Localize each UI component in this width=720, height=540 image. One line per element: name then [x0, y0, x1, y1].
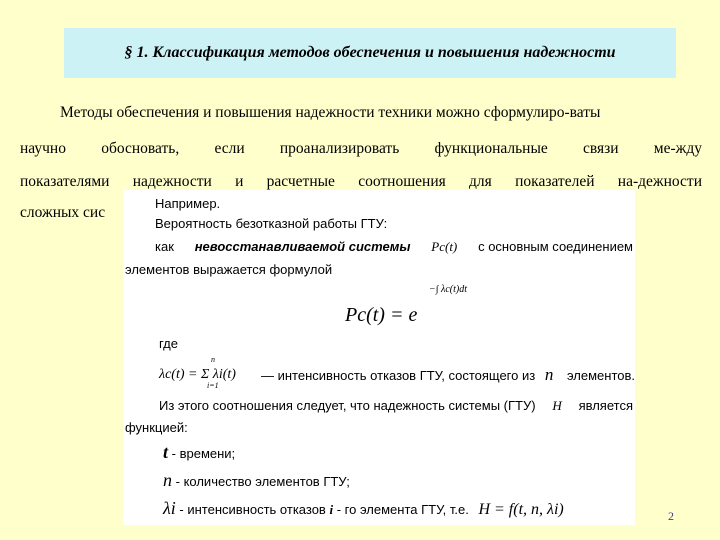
lambda-sum-formula: λс(t) = Σ λi(t) — [159, 367, 236, 382]
word: проанализировать — [279, 140, 400, 157]
t-variable: t — [163, 442, 169, 462]
probability-heading: Вероятность безотказной работы ГТУ: — [155, 216, 388, 231]
connection-text: с основным соединением — [478, 239, 633, 254]
page-number: 2 — [668, 509, 674, 523]
intensity-i-pre: - интенсивность отказов — [179, 502, 326, 517]
count-item — [163, 470, 350, 491]
word: расчетные — [266, 173, 335, 190]
follows-text: Из этого соотношения следует, что надежность системы (ГТУ) — [159, 398, 536, 413]
paragraph-line-4: сложных сис — [20, 204, 106, 221]
h-function-formula: H = f(t, n, λi) — [478, 501, 564, 518]
word: показателей — [515, 173, 595, 190]
word: функциональные — [434, 140, 548, 157]
lambda-sum-line — [159, 355, 236, 390]
word: если — [214, 140, 245, 157]
function-of-label: функцией: — [125, 420, 188, 435]
elements-word: элементов. — [566, 368, 636, 383]
word: обосновать, — [101, 140, 180, 157]
word: связи — [583, 140, 619, 157]
intensity-line — [261, 365, 635, 385]
formula-exponent: −∫ λс(t)dt — [429, 284, 467, 295]
sum-upper-limit: n — [211, 355, 215, 364]
word: для — [469, 173, 492, 190]
word: на-дежности — [617, 173, 702, 190]
formula-base: Pс(t) = e — [345, 304, 418, 326]
paragraph-line-2 — [20, 140, 702, 158]
lambda-i-symbol: λi — [163, 498, 176, 518]
word: соотношения — [358, 173, 446, 190]
example-label: Например. — [155, 196, 221, 211]
sum-lower-limit: i=1 — [207, 381, 219, 390]
system-line — [155, 239, 633, 255]
elements-formula-text: элементов выражается формулой — [125, 262, 333, 277]
count-label: - количество элементов ГТУ; — [175, 474, 350, 489]
word: показателями — [20, 173, 110, 190]
time-item — [163, 442, 235, 463]
as-prefix: как — [155, 239, 174, 254]
intensity-i-item — [163, 498, 564, 519]
intensity-text: — интенсивность отказов ГТУ, состоящего из — [261, 368, 536, 383]
n-variable: n — [544, 365, 554, 384]
slide-title: § 1. Классификация методов обеспечения и повышения надежности — [124, 44, 616, 61]
follows-line — [159, 398, 633, 414]
title-banner — [64, 28, 676, 78]
word: и — [235, 173, 244, 190]
where-label: где — [159, 336, 178, 351]
h-variable: H — [552, 398, 562, 413]
word: надежности — [132, 173, 212, 190]
paragraph-line-3 — [20, 173, 702, 191]
word: научно — [20, 140, 66, 157]
is-word: является — [578, 398, 633, 413]
main-formula — [345, 284, 467, 327]
time-label: - времени; — [171, 446, 236, 461]
intensity-i-post: - го элемента ГТУ, т.е. — [336, 502, 469, 517]
i-variable: i — [329, 502, 334, 517]
nonrestorable-term: невосстанавливаемой системы — [194, 239, 411, 254]
paragraph-line-1: Методы обеспечения и повышения надежности техники можно сформулиро-ваты — [60, 104, 601, 121]
formula-inset — [123, 190, 635, 525]
n-variable: n — [163, 470, 172, 490]
word: ме-жду — [653, 140, 702, 157]
pc-t-symbol: Pс(t) — [431, 239, 458, 254]
